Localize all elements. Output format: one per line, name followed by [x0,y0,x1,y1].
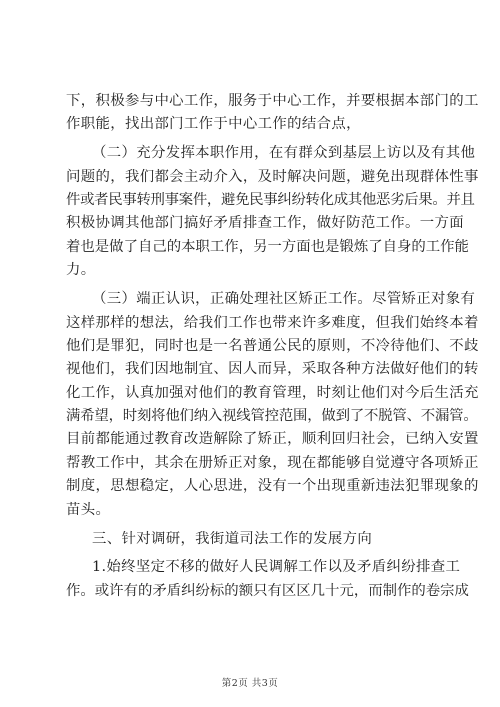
text-line: 积极协调其他部门搞好矛盾排查工作，做好防范工作。一方面 [66,215,464,232]
text-line: 这样那样的想法，给我们工作也带来许多难度，但我们始终本着 [66,314,479,331]
text-line: 力。 [66,262,96,279]
text-line: 件或者民事转刑事案件，避免民事纠纷转化成其他恶劣后果。并且 [66,192,475,209]
page-number-footer: 第2页 共3页 [221,678,279,689]
text-line: 问题的，我们都会主动介入，及时解决问题，避免出现群体性事 [66,168,479,185]
text-line: 视他们，我们因地制宜、因人而异，采取各种方法做好他们的转 [66,361,479,378]
text-line: 化工作，认真加强对他们的教育管理，时刻让他们对今后生活充 [66,384,479,401]
text-line: 他们是罪犯，同时也是一名普通公民的原则，不冷待他们、不歧 [66,337,479,354]
text-line: （二）充分发挥本职作用，在有群众到基层上访以及有其他 [92,145,476,162]
text-line: 下，积极参与中心工作，服务于中心工作，并要根据本部门的工 [66,93,479,109]
text-line: 帮教工作中，其余在册矫正对象，现在都能够自觉遵守各项矫正 [66,454,479,471]
text-line: 苗头。 [66,501,111,518]
text-line: 满希望，时刻将他们纳入视线管控范围，做到了不脱管、不漏管。 [66,408,478,425]
text-line: 作。或许有的矛盾纠纷标的额只有区区几十元，而制作的卷宗成 [66,582,469,599]
text-line: 着也是做了自己的本职工作，另一方面也是锻炼了自身的工作能 [66,238,469,255]
section-heading: 三、针对调研，我街道司法工作的发展方向 [92,530,373,547]
text-line: 1.始终坚定不移的做好人民调解工作以及矛盾纠纷排查工 [92,559,461,576]
text-line: （三）端正认识，正确处理社区矫正工作。尽管矫正对象有 [92,291,476,308]
text-line: 制度，思想稳定，人心思进，没有一个出现重新违法犯罪现象的 [66,478,479,495]
text-line: 作职能，找出部门工作于中心工作的结合点， [66,116,361,133]
body-text [66,90,479,603]
text-line: 目前都能通过教育改造解除了矫正，顺利回归社会，已纳入安置 [66,431,479,448]
